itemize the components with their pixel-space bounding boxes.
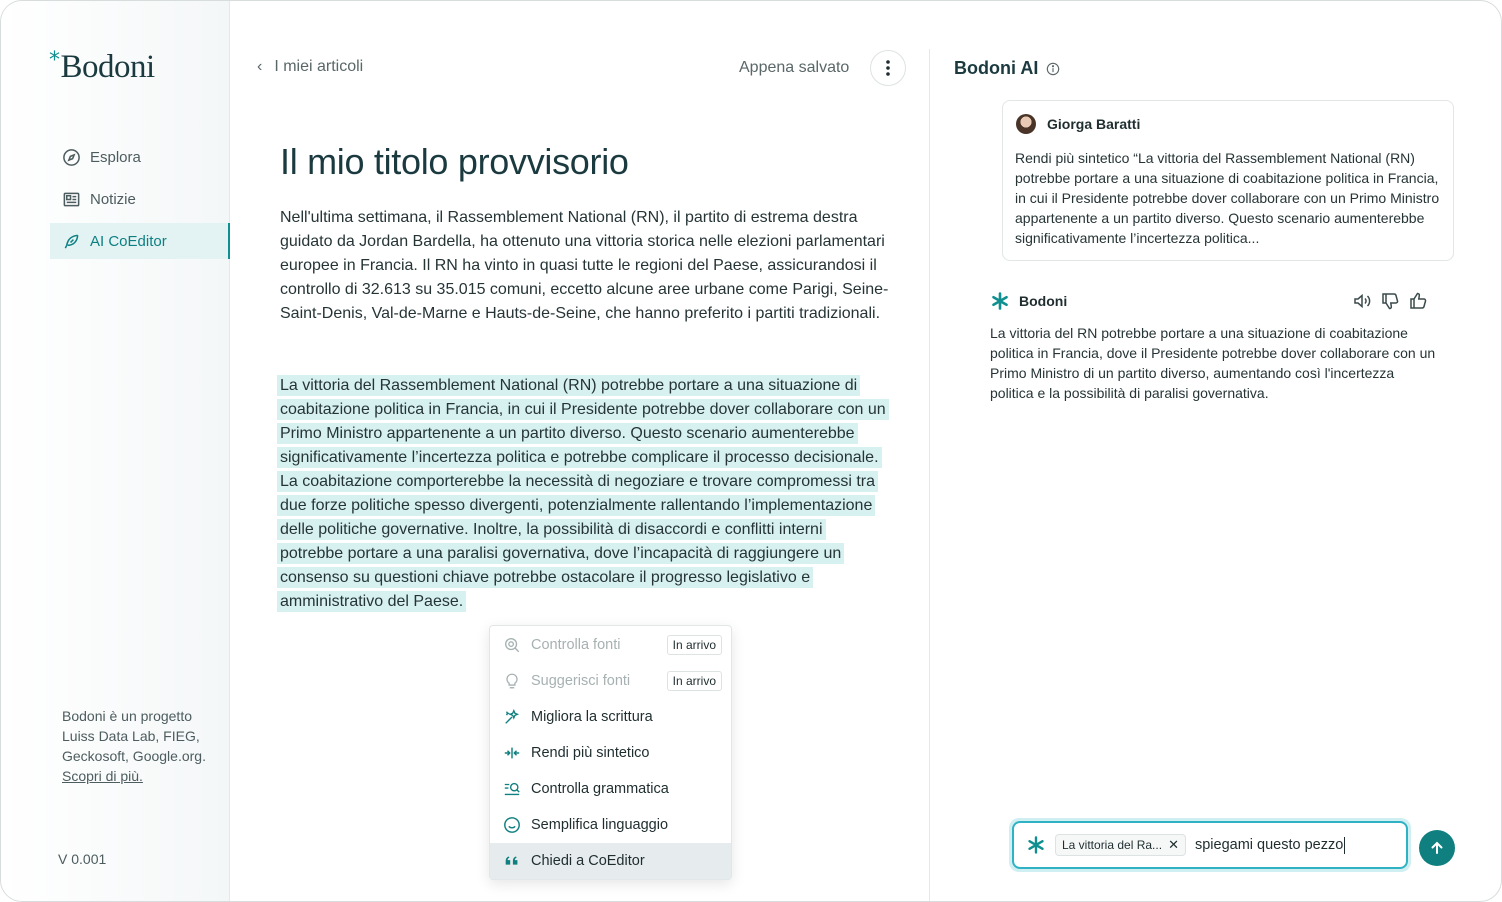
menu-item-semplifica-linguaggio[interactable] [490, 807, 731, 843]
menu-item-label: Controlla grammatica [531, 781, 669, 797]
newspaper-icon [62, 190, 81, 209]
sparkle-icon [503, 708, 521, 726]
coeditor-menu [489, 625, 732, 880]
sidebar-item-ai-coeditor[interactable] [50, 223, 230, 259]
search-sources-icon [503, 636, 521, 654]
chat-input[interactable] [1012, 821, 1408, 869]
bot-message-actions [1352, 291, 1428, 311]
menu-item-label: Suggerisci fonti [531, 673, 631, 689]
text-caret [1344, 837, 1345, 854]
credits [62, 706, 227, 786]
back-link[interactable] [257, 58, 363, 76]
sidebar-item-label: Notizie [90, 190, 136, 208]
speaker-icon[interactable] [1352, 291, 1372, 311]
more-options-button[interactable] [870, 50, 906, 86]
menu-item-chiedi-coeditor[interactable] [490, 843, 731, 879]
ai-panel-title-text: Bodoni AI [954, 58, 1039, 78]
coming-soon-badge: In arrivo [667, 671, 722, 691]
grammar-check-icon [503, 780, 521, 798]
close-icon[interactable]: ✕ [1168, 837, 1179, 852]
user-message [1002, 100, 1454, 261]
avatar [1016, 114, 1036, 134]
more-vertical-icon [886, 60, 890, 76]
arrow-up-icon [1429, 840, 1445, 856]
compress-icon [503, 744, 521, 762]
chat-input-container [1009, 818, 1411, 872]
bodoni-logo[interactable] [49, 49, 155, 86]
bodoni-asterisk-icon [1026, 835, 1046, 855]
quote-icon [503, 852, 521, 870]
ai-panel-title [954, 58, 1060, 79]
bot-message-header [990, 291, 1067, 311]
feather-icon [62, 232, 81, 251]
menu-item-label: Controlla fonti [531, 637, 621, 653]
sidebar-item-label: AI CoEditor [90, 232, 167, 250]
bodoni-asterisk-icon [990, 291, 1010, 311]
menu-item-label: Migliora la scrittura [531, 709, 653, 725]
menu-item-migliora-scrittura[interactable] [490, 699, 731, 735]
logo-asterisk: * [49, 48, 60, 73]
sidebar [1, 1, 230, 902]
menu-item-controlla-fonti[interactable] [490, 627, 731, 663]
bot-message-text: La vittoria del RN potrebbe portare a una situazione di coabitazione politica in Francia, dove il Presidente potrebbe dover collaborare con un Primo Ministro di un partito diverso, aumentando così l'incertezza politica e la possibilità di paralisi governativa. [990, 325, 1436, 401]
user-name: Giorga Baratti [1047, 116, 1141, 132]
sidebar-nav [50, 139, 230, 265]
bot-name: Bodoni [1019, 293, 1068, 309]
menu-item-suggerisci-fonti[interactable] [490, 663, 731, 699]
menu-item-label: Rendi più sintetico [531, 745, 650, 761]
menu-item-label: Semplifica linguaggio [531, 817, 669, 833]
context-chip[interactable] [1055, 834, 1186, 856]
thumbs-up-icon[interactable] [1408, 291, 1428, 311]
context-chip-label: La vittoria del Ra... [1062, 838, 1163, 852]
thumbs-down-icon[interactable] [1380, 291, 1400, 311]
smile-icon [503, 816, 521, 834]
menu-item-rendi-sintetico[interactable] [490, 735, 731, 771]
logo-text: Bodoni [60, 49, 155, 85]
article-title[interactable]: Il mio titolo provvisorio [280, 141, 629, 182]
menu-item-controlla-grammatica[interactable] [490, 771, 731, 807]
credits-link[interactable]: Scopri di più. [62, 768, 143, 784]
version-label: V 0.001 [58, 851, 107, 867]
sidebar-item-label: Esplora [90, 148, 141, 166]
article-paragraph-selected[interactable] [277, 374, 887, 614]
send-button[interactable] [1419, 830, 1455, 866]
ai-panel [930, 1, 1502, 902]
info-icon[interactable] [1046, 62, 1060, 76]
credits-text: Bodoni è un progetto Luiss Data Lab, FIEG, Geckosoft, Google.org. [62, 708, 206, 764]
chat-input-value[interactable]: spiegami questo pezzo [1194, 837, 1344, 853]
menu-item-label: Chiedi a CoEditor [531, 853, 645, 869]
coming-soon-badge: In arrivo [667, 635, 722, 655]
user-message-header [1016, 114, 1140, 134]
sidebar-item-esplora[interactable] [50, 139, 230, 175]
user-message-text: Rendi più sintetico “La vittoria del Rassemblement National (RN) potrebbe portare a una situazione di coabitazione politica in Francia, in cui il Presidente potrebbe dover collaborare con un Primo Ministro appartenente a un partito diverso. Questo scenario aumenterebbe significativamente l’incertezza politica... [1015, 150, 1440, 246]
save-status: Appena salvato [739, 59, 850, 76]
article-paragraph[interactable]: Nell'ultima settimana, il Rassemblement National (RN), il partito di estrema destra guidato da Jordan Bardella, ha ottenuto una vittoria storica nelle elezioni parlamentari europee in Francia. Il RN ha vinto in quasi tutte le regioni del Paese, assicurandosi il controllo di 32.613 su 35.015 comuni, eccetto alcune aree urbane come Parigi, Seine-Saint-Denis, Val-de-Marne e Hauts-de-Seine, che hanno preferito i partiti tradizionali. [280, 209, 889, 322]
sidebar-item-notizie[interactable] [50, 181, 230, 217]
chevron-left-icon: ‹ [257, 58, 263, 75]
selected-text[interactable]: La vittoria del Rassemblement National (RN) potrebbe portare a una situazione di coabitazione politica in Francia, in cui il Presidente potrebbe dover collaborare con un Primo Ministro appartenente a un partito diverso. Questo scenario aumenterebbe significativamente l’incertezza politica e potrebbe complicare il processo decisionale. La coabitazione comporterebbe la necessità di negoziare e trovare compromessi tra due forze politiche spesso divergenti, potenzialmente rallentando l’implementazione delle politiche governative. Inoltre, la possibilità di disaccordi e conflitti interni potrebbe portare a una paralisi governativa, dove l’incapacità di raggiungere un consenso su questioni chiave potrebbe ostacolare il progresso legislativo e amministrativo del Paese. [277, 375, 889, 612]
lightbulb-icon [503, 672, 521, 690]
compass-icon [62, 148, 81, 167]
back-label: I miei articoli [274, 58, 364, 75]
